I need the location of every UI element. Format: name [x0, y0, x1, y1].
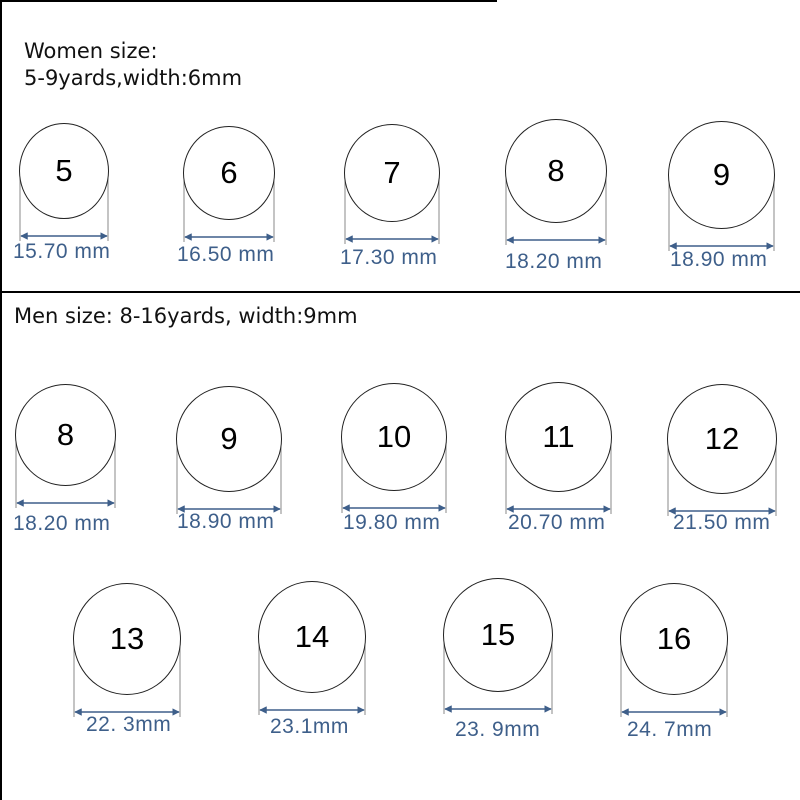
ring-size-label: 16	[656, 621, 692, 656]
diameter-label: 15.70 mm	[13, 240, 111, 263]
ring-size-label: 13	[109, 621, 145, 656]
ring-women-7	[344, 124, 440, 222]
ring-size-label: 6	[220, 155, 238, 190]
ring-men-15	[443, 578, 553, 692]
diameter-label: 18.90 mm	[670, 248, 768, 271]
ring-women-5	[19, 123, 109, 219]
ring-men-8	[15, 384, 116, 486]
ring-men-9	[176, 386, 282, 492]
diameter-label: 18.20 mm	[505, 250, 603, 273]
diameter-label: 24. 7mm	[627, 718, 713, 741]
diameter-label: 23. 9mm	[455, 718, 541, 741]
ring-size-label: 15	[480, 617, 516, 652]
diameter-label: 17.30 mm	[340, 246, 438, 269]
ring-size-label: 14	[294, 619, 330, 654]
diameter-label: 19.80 mm	[343, 511, 441, 534]
diameter-label: 22. 3mm	[86, 713, 172, 736]
ring-size-label: 12	[704, 421, 740, 456]
women-title-line2: 5-9yards,width:6mm	[24, 66, 243, 90]
diameter-label: 23.1mm	[270, 715, 349, 738]
ring-size-label: 8	[547, 153, 565, 188]
women-title-line1: Women size:	[24, 39, 158, 63]
ring-size-label: 8	[56, 417, 75, 452]
ring-men-10	[341, 383, 447, 491]
diameter-label: 18.20 mm	[13, 512, 111, 535]
ring-men-11	[505, 382, 612, 492]
ring-women-9	[668, 121, 775, 229]
ring-men-13	[73, 583, 181, 695]
ring-size-label: 11	[542, 419, 575, 454]
ring-men-16	[620, 583, 728, 695]
ring-men-12	[667, 384, 777, 494]
ring-size-label: 10	[376, 419, 412, 454]
ring-women-6	[183, 126, 275, 220]
diameter-label: 18.90 mm	[177, 510, 275, 533]
ring-size-label: 5	[55, 153, 73, 188]
men-title: Men size: 8-16yards, width:9mm	[14, 304, 358, 328]
diameter-label: 21.50 mm	[673, 511, 771, 534]
ring-size-label: 9	[712, 157, 731, 192]
diameter-label: 20.70 mm	[508, 511, 606, 534]
ring-size-label: 7	[383, 155, 401, 190]
ring-women-8	[505, 119, 607, 223]
ring-size-label: 9	[220, 421, 238, 456]
diameter-label: 16.50 mm	[177, 243, 275, 266]
ring-men-14	[258, 581, 366, 693]
